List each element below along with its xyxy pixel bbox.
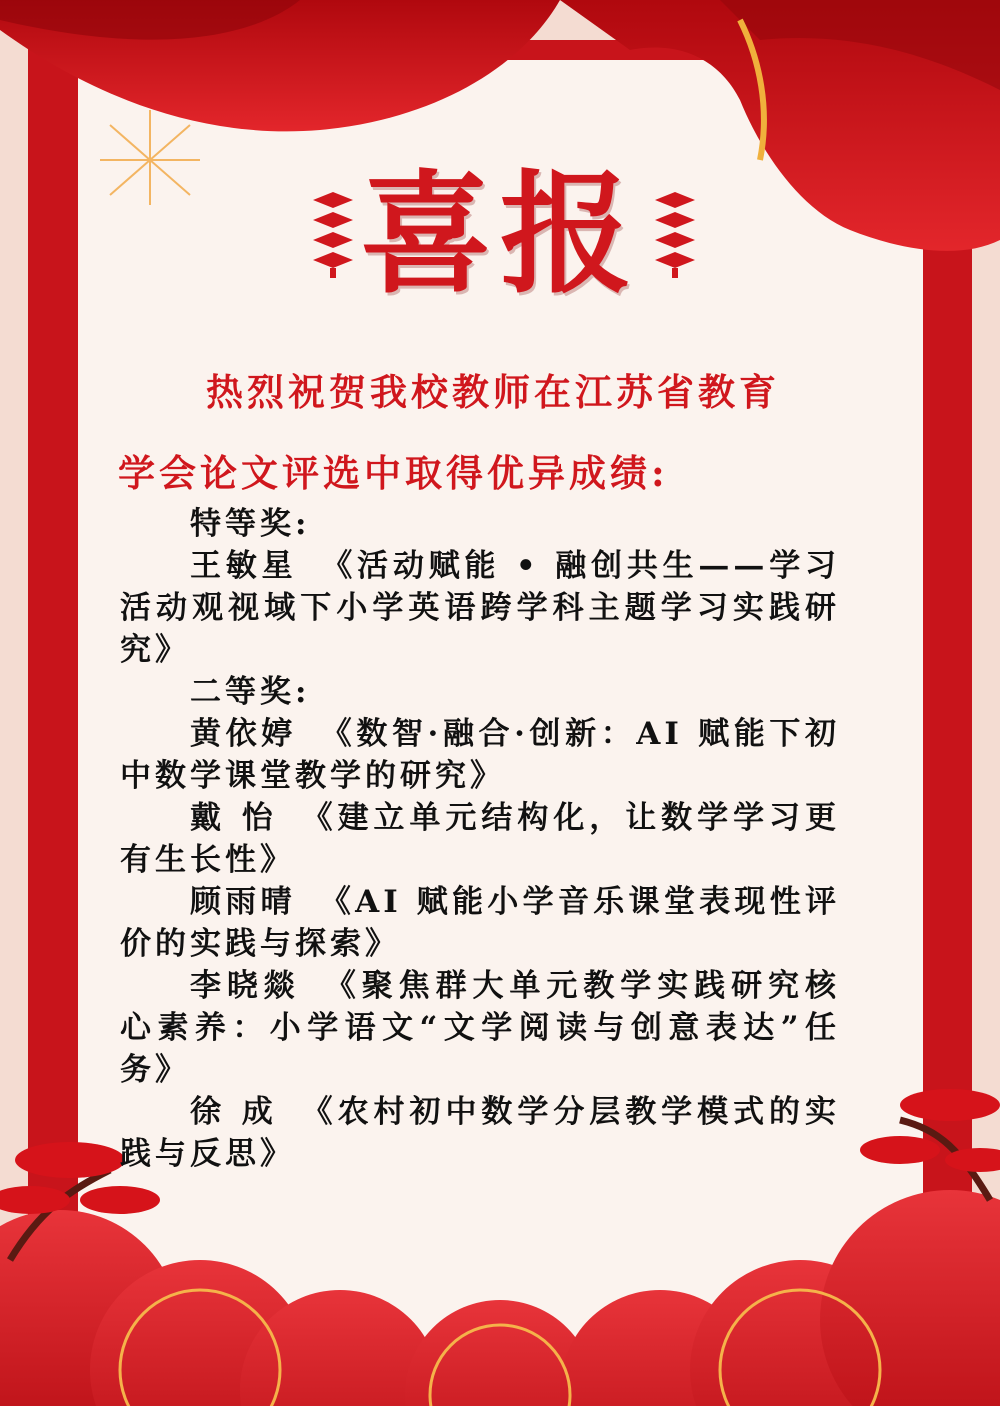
award-level-special: 特等奖:	[190, 506, 311, 542]
teacher-name: 顾雨晴	[190, 884, 296, 920]
teacher-name: 戴 怡	[190, 800, 278, 836]
award-entry	[120, 713, 840, 797]
award-entry	[120, 797, 840, 881]
award-level-second: 二等奖:	[190, 674, 311, 710]
paper-title: 《农村初中数学分层教学模式的实践与反思》	[120, 1094, 840, 1172]
award-list	[120, 503, 840, 1175]
teacher-name: 徐 成	[190, 1094, 278, 1130]
poster-title: 喜报	[360, 157, 640, 312]
paper-title: 《AI 赋能小学音乐课堂表现性评价的实践与探索》	[120, 884, 840, 962]
teacher-name: 黄依婷	[190, 716, 297, 752]
award-entry	[120, 965, 840, 1091]
intro-line-2: 学会论文评选中取得优异成绩:	[118, 451, 669, 495]
intro-line-1: 热烈祝贺我校教师在江苏省教育	[206, 370, 780, 414]
paper-title: 《聚焦群大单元教学实践研究核心素养：小学语文“文学阅读与创意表达”任务》	[120, 968, 840, 1088]
teacher-name: 李晓燚	[190, 968, 301, 1004]
teacher-name: 王敏星	[190, 548, 298, 584]
paper-title: 《建立单元结构化，让数学学习更有生长性》	[120, 800, 840, 878]
award-entry	[120, 1091, 840, 1175]
award-entry	[120, 545, 840, 671]
award-entry	[120, 881, 840, 965]
paper-title: 《数智·融合·创新：AI 赋能下初中数学课堂教学的研究》	[120, 716, 840, 794]
paper-title: 《活动赋能 • 融创共生——学习活动观视域下小学英语跨学科主题学习实践研究》	[120, 548, 841, 668]
